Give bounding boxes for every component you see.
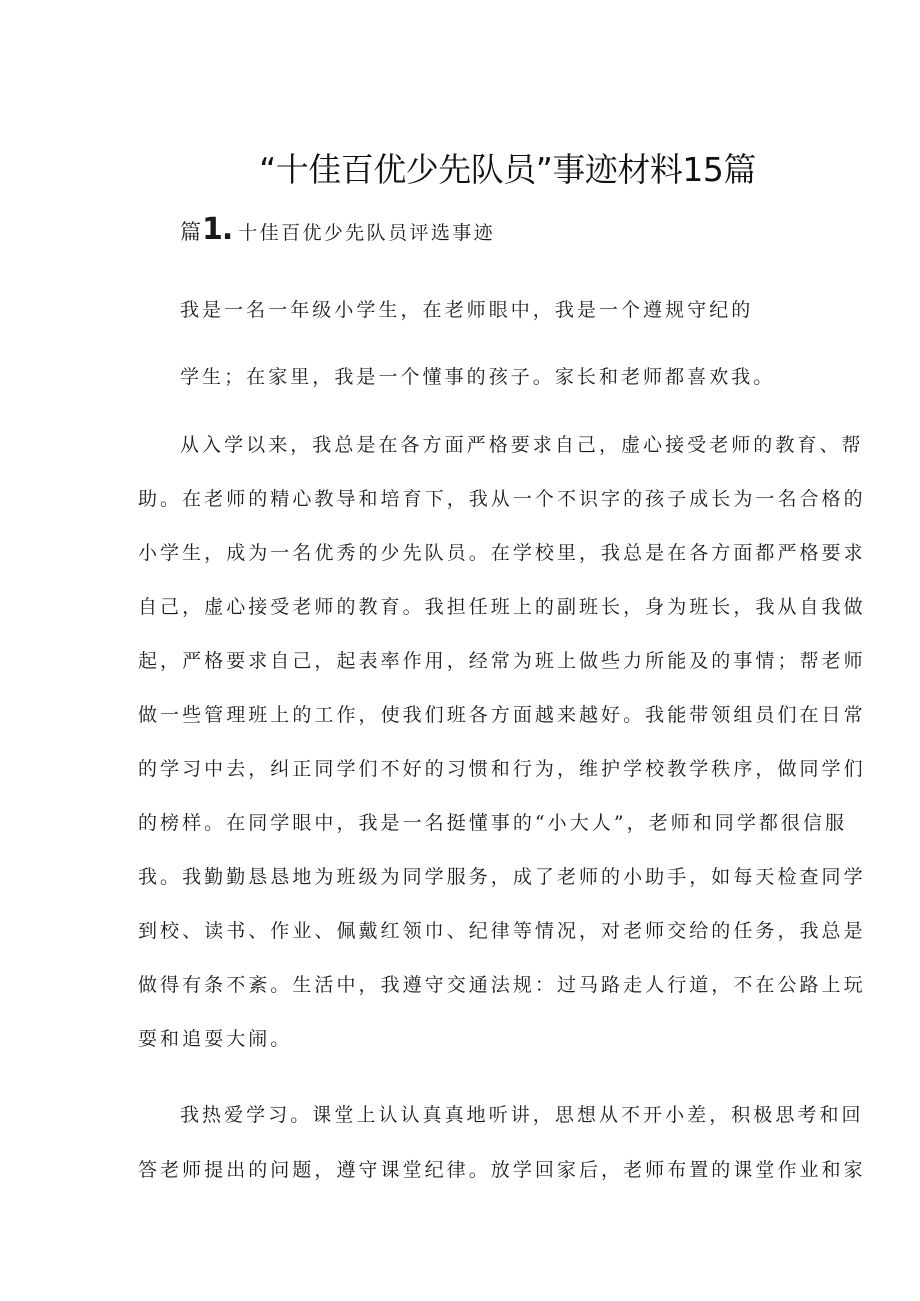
body-line: 我热爱学习。课堂上认认真真地听讲，思想从不开小差，积极思考和回 bbox=[180, 1104, 864, 1126]
section-heading bbox=[180, 212, 495, 247]
body-line: 耍和追耍大闹。 bbox=[138, 1028, 293, 1050]
document-title: “十佳百优少先队员”事迹材料15篇 bbox=[259, 150, 756, 189]
body-line: 做得有条不紊。生活中，我遵守交通法规：过马路走人行道，不在公路上玩 bbox=[138, 974, 866, 996]
body-line: 小学生，成为一名优秀的少先队员。在学校里，我总是在各方面都严格要求 bbox=[138, 542, 866, 564]
body-line: 的学习中去，纠正同学们不好的习惯和行为，维护学校教学秩序，做同学们 bbox=[138, 758, 866, 780]
body-line: 自己，虚心接受老师的教育。我担任班上的副班长，身为班长，我从自我做 bbox=[138, 596, 866, 618]
section-subtitle: 十佳百优少先队员评选事迹 bbox=[238, 222, 496, 244]
body-line: 的榜样。在同学眼中，我是一名挺懂事的“小大人”，老师和同学都很信服 bbox=[138, 812, 848, 834]
body-line: 起，严格要求自己，起表率作用，经常为班上做些力所能及的事情；帮老师 bbox=[138, 650, 866, 672]
body-line: 学生；在家里，我是一个懂事的孩子。家长和老师都喜欢我。 bbox=[180, 366, 776, 388]
body-line: 到校、读书、作业、佩戴红领巾、纪律等情况，对老师交给的任务，我总是 bbox=[138, 920, 866, 942]
body-line: 助。在老师的精心教导和培育下，我从一个不识字的孩子成长为一名合格的 bbox=[138, 488, 866, 510]
body-line: 答老师提出的问题，遵守课堂纪律。放学回家后，老师布置的课堂作业和家 bbox=[138, 1159, 866, 1181]
body-line: 我。我勤勤恳恳地为班级为同学服务，成了老师的小助手，如每天检查同学 bbox=[138, 866, 866, 888]
body-line: 从入学以来，我总是在各方面严格要求自己，虚心接受老师的教育、帮 bbox=[180, 434, 864, 456]
body-line: 做一些管理班上的工作，使我们班各方面越来越好。我能带领组员们在日常 bbox=[138, 704, 866, 726]
section-number: 1. bbox=[202, 212, 233, 247]
body-line: 我是一名一年级小学生，在老师眼中，我是一个遵规守纪的 bbox=[180, 299, 754, 321]
section-prefix: 篇 bbox=[180, 220, 201, 244]
